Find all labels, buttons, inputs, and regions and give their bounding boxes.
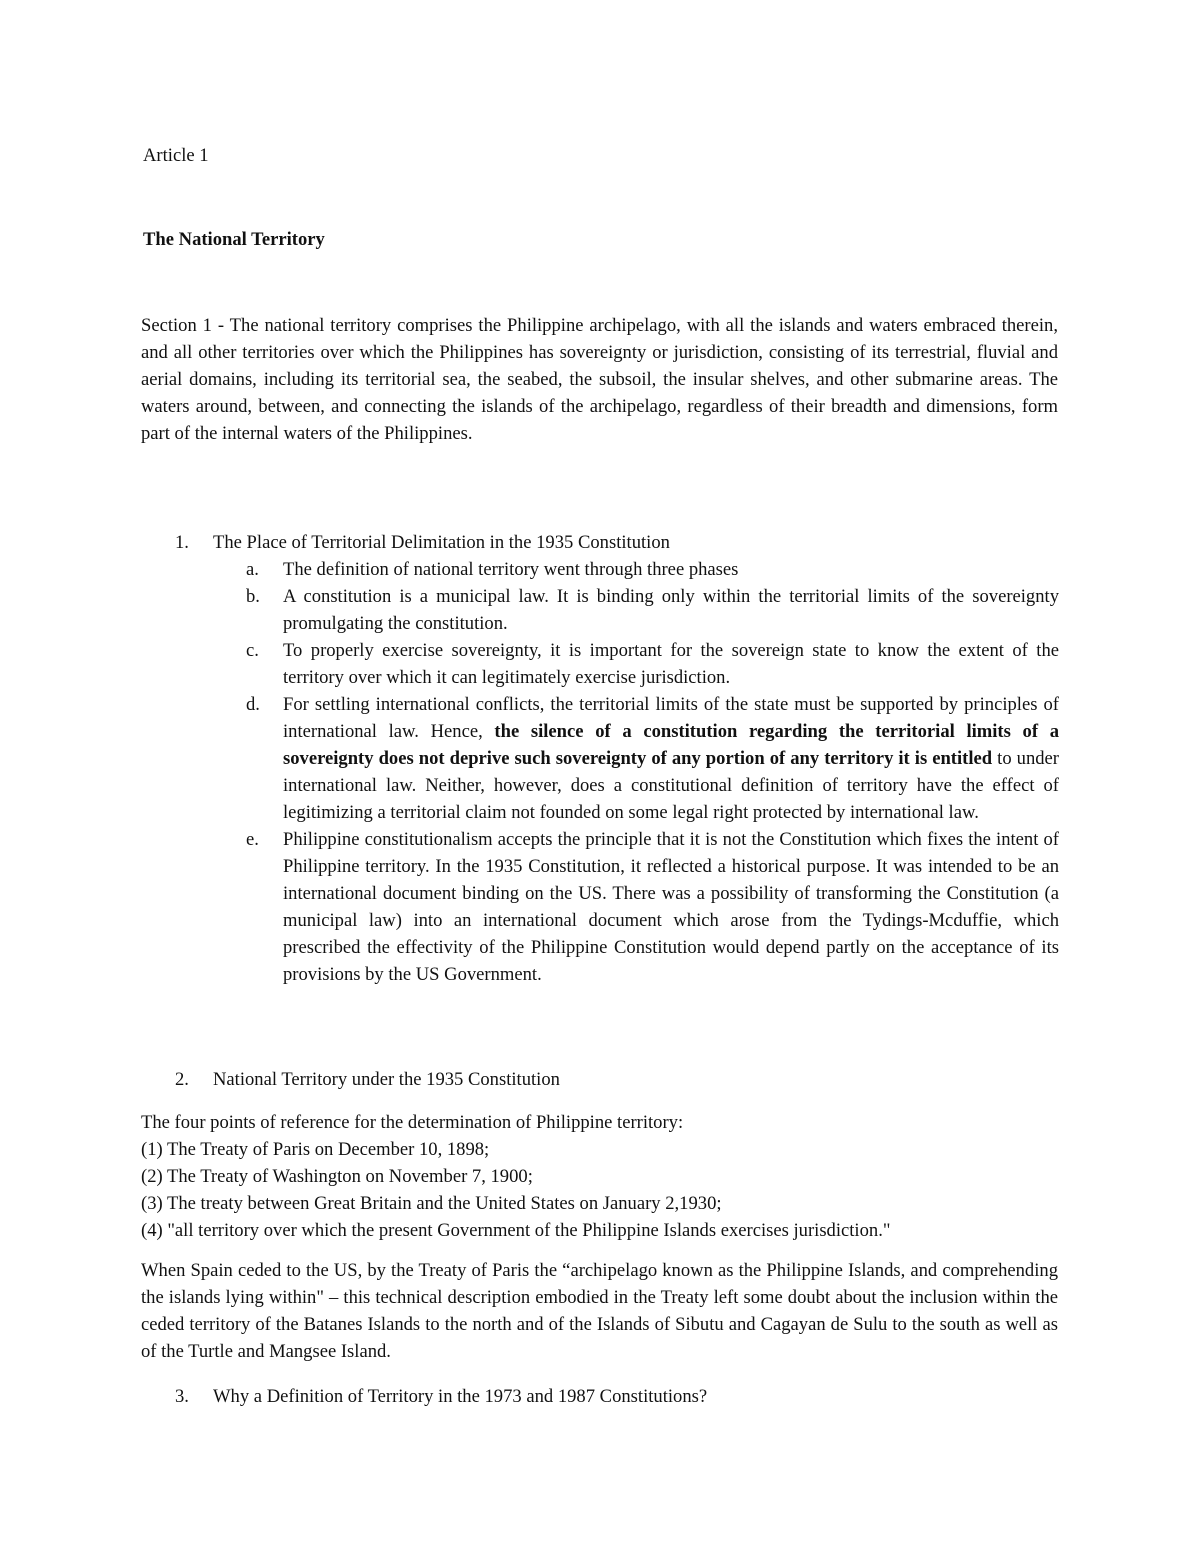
list-item-2-heading: [143, 1066, 1059, 1093]
sub-list: [143, 556, 1059, 988]
list-marker: 2.: [175, 1069, 189, 1090]
list-marker: 1.: [175, 532, 189, 553]
sub-marker-d: d.: [246, 694, 260, 715]
four-points-intro: The four points of reference for the determination of Philippine territory:: [141, 1112, 684, 1133]
sub-item-c-text: To properly exercise sovereignty, it is important for the sovereign state to know the extent of the territory over which it can legitimately exercise jurisdiction.: [283, 640, 1059, 688]
list-item-1: [143, 529, 1059, 988]
list-item-2-title: National Territory under the 1935 Constitution: [213, 1069, 560, 1090]
list-marker: 3.: [175, 1386, 189, 1407]
four-points-item-4: (4) "all territory over which the present Government of the Philippine Islands exercises jurisdiction.": [141, 1220, 891, 1241]
sub-item-c: [143, 637, 1059, 691]
sub-marker-e: e.: [246, 829, 259, 850]
four-points-item-2: (2) The Treaty of Washington on November 7, 1900;: [141, 1166, 533, 1187]
list-item-3-title: Why a Definition of Territory in the 1973 and 1987 Constitutions?: [213, 1386, 708, 1407]
list-item-2: [143, 1066, 1059, 1093]
four-points-item-3: (3) The treaty between Great Britain and the United States on January 2,1930;: [141, 1193, 722, 1214]
list-item-3: [143, 1383, 1059, 1410]
list-item-3-heading: [143, 1383, 1059, 1410]
list-item-1-title: The Place of Territorial Delimitation in the 1935 Constitution: [213, 532, 670, 553]
sub-marker-a: a.: [246, 559, 259, 580]
sub-item-a: [143, 556, 1059, 583]
four-points-item-1: (1) The Treaty of Paris on December 10, 1898;: [141, 1139, 490, 1160]
sub-item-d-text-post: to under international law. Neither, however, does a constitutional definition of territory have the effect of legitimizing a territorial claim not founded on some legal right protected by international law.: [283, 748, 1059, 823]
list-item-1-heading: [143, 529, 1059, 556]
spain-paragraph-block: [141, 1257, 1058, 1365]
sub-marker-c: c.: [246, 640, 259, 661]
sub-marker-b: b.: [246, 586, 260, 607]
section-1-paragraph: Section 1 - The national territory comprises the Philippine archipelago, with all the islands and waters embraced therein, and all other territories over which the Philippines has sovereignty or jurisdiction, consisting of its terrestrial, fluvial and aerial domains, including its territorial sea, the seabed, the subsoil, the insular shelves, and other submarine areas. The waters around, between, and connecting the islands of the archipelago, regardless of their breadth and dimensions, form part of the internal waters of the Philippines.: [141, 315, 1058, 444]
sub-item-b-text: A constitution is a municipal law. It is binding only within the territorial limits of the sovereignty promulgating the constitution.: [283, 586, 1059, 634]
sub-item-b: [143, 583, 1059, 637]
sub-item-a-text: The definition of national territory went through three phases: [283, 559, 739, 580]
spain-paragraph: When Spain ceded to the US, by the Treaty of Paris the “archipelago known as the Philippine Islands, and comprehending the islands lying within" – this technical description embodied in the Treaty left some doubt about the inclusion within the ceded territory of the Batanes Islands to the north and of the Islands of Sibutu and Cagayan de Sulu to the south as well as of the Turtle and Mangsee Island.: [141, 1260, 1058, 1362]
four-points-block: [141, 1109, 1058, 1244]
sub-item-e-text: Philippine constitutionalism accepts the principle that it is not the Constitution which fixes the intent of Philippine territory. In the 1935 Constitution, it reflected a historical purpose. It was intended to be an international document binding on the US. There was a possibility of transforming the Constitution (a municipal law) into an international document which arose from the Tydings-Mcduffie, which prescribed the effectivity of the Philippine Constitution would depend partly on the acceptance of its provisions by the US Government.: [283, 829, 1059, 985]
sub-item-d-text-pre: For settling international conflicts, the territorial limits of the state must be supported by principles of international law. Hence,: [283, 694, 1059, 742]
sub-item-d-text-bold: the silence of a constitution regarding the territorial limits of a sovereignty does not deprive such sovereignty of any portion of any territory it is entitled: [283, 721, 1059, 769]
page-title: The National Territory: [143, 229, 325, 250]
sub-item-d: [143, 691, 1059, 826]
sub-item-e: [143, 826, 1059, 988]
article-label: Article 1: [143, 145, 209, 166]
